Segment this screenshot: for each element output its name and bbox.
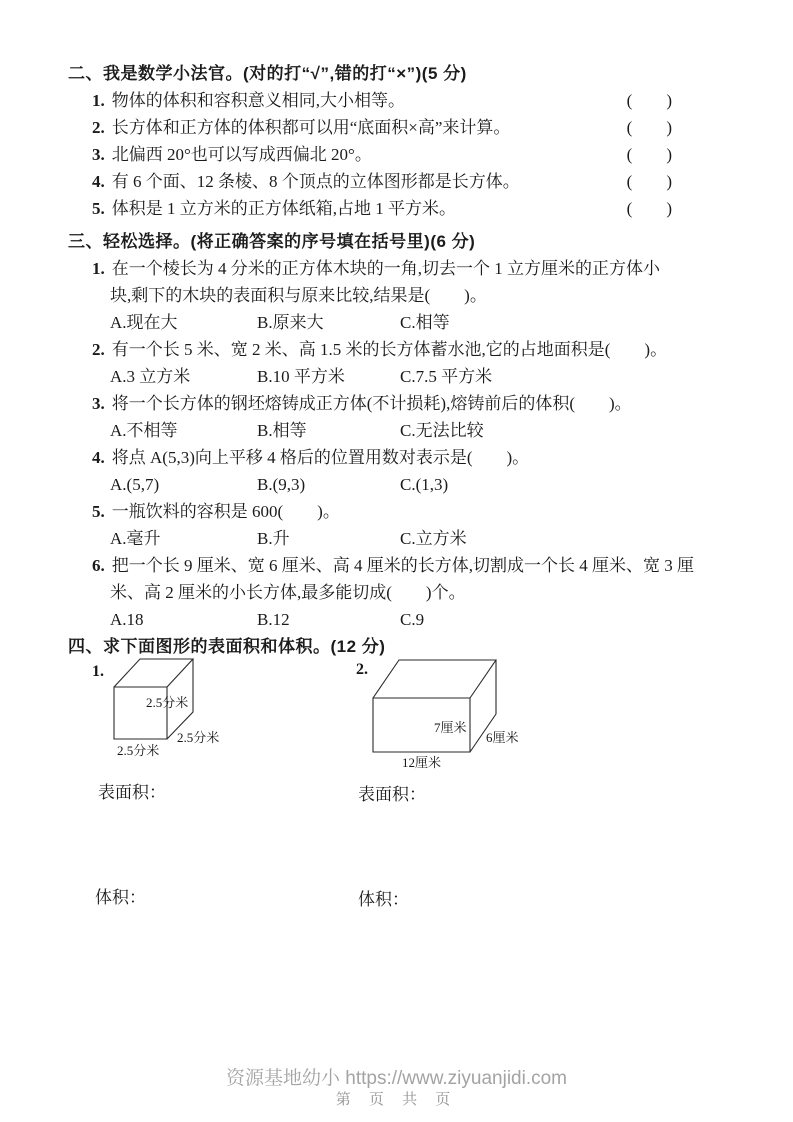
- option-b: B.升: [257, 529, 290, 548]
- tf-item-2-number: 2.: [92, 118, 105, 137]
- cuboid-height-label: 7厘米: [434, 720, 467, 735]
- option-c: C.立方米: [400, 529, 467, 548]
- mc-question-1-line1: 在一个棱长为 4 分米的正方体木块的一角,切去一个 1 立方厘米的正方体小: [111, 259, 660, 278]
- option-a: A.现在大: [110, 313, 178, 332]
- mc-question-2-options: [68, 363, 672, 390]
- mc-question-2-number: 2.: [92, 340, 105, 359]
- tf-item-1-number: 1.: [92, 91, 105, 110]
- tf-item-1-text: [92, 87, 405, 114]
- cube-edge-label: 2.5分米: [146, 695, 189, 710]
- surface-area-label-2: 表面积：: [358, 785, 426, 804]
- answer-bracket-1: ( ): [626, 91, 672, 110]
- tf-item-4: [68, 168, 672, 195]
- footer-watermark: 资源基地幼小 https://www.ziyuanjidi.com: [225, 1068, 568, 1089]
- mc-question-6-number: 6.: [92, 556, 105, 575]
- section2-heading: 二、我是数学小法官。(对的打“√”,错的打“×”)(5 分): [68, 64, 467, 83]
- option-a: A.3 立方米: [110, 367, 191, 386]
- tf-item-3-statement: 北偏西 20°也可以写成西偏北 20°。: [111, 145, 372, 164]
- tf-item-3-number: 3.: [92, 145, 105, 164]
- mc-question-6-line2: 米、高 2 厘米的小长方体,最多能切成( )个。: [110, 583, 466, 602]
- tf-item-5: [68, 195, 672, 222]
- tf-item-1: [68, 87, 672, 114]
- tf-item-2: [68, 114, 672, 141]
- footer-page-number: 第 页 共 页: [335, 1091, 458, 1108]
- option-c: C.无法比较: [400, 421, 484, 440]
- option-a: A.不相等: [110, 421, 178, 440]
- cuboid-outline: [373, 660, 496, 752]
- mc-question-1: [68, 255, 672, 282]
- option-c: C.相等: [400, 313, 450, 332]
- mc-question-2-line1: 有一个长 5 米、宽 2 米、高 1.5 米的长方体蓄水池,它的占地面积是( )。: [111, 340, 668, 359]
- tf-item-3: [68, 141, 672, 168]
- tf-item-5-text: [92, 195, 456, 222]
- mc-question-1-line2: 块,剩下的木块的表面积与原来比较,结果是( )。: [110, 286, 487, 305]
- tf-item-5-statement: 体积是 1 立方米的正方体纸箱,占地 1 平方米。: [111, 199, 456, 218]
- figure-2-number: 2.: [356, 661, 368, 678]
- mc-question-3-number: 3.: [92, 394, 105, 413]
- figures-area: [68, 660, 672, 915]
- option-b: B.10 平方米: [257, 367, 345, 386]
- option-b: B.相等: [257, 421, 307, 440]
- mc-question-5-options: [68, 525, 672, 552]
- tf-item-2-text: [92, 114, 510, 141]
- mc-question-3-options: [68, 417, 672, 444]
- answer-bracket-2: ( ): [626, 118, 672, 137]
- mc-question-1-number: 1.: [92, 259, 105, 278]
- cuboid-depth-label: 6厘米: [486, 730, 519, 745]
- answer-bracket-4: ( ): [626, 172, 672, 191]
- answer-bracket-3: ( ): [626, 145, 672, 164]
- mc-question-6: [68, 552, 694, 579]
- tf-item-2-statement: 长方体和正方体的体积都可以用“底面积×高”来计算。: [111, 118, 511, 137]
- mc-question-3-line1: 将一个长方体的钢坯熔铸成正方体(不计损耗),熔铸前后的体积( )。: [111, 394, 632, 413]
- cube-depth-label: 2.5分米: [177, 730, 220, 745]
- tf-item-3-text: [92, 141, 372, 168]
- answer-bracket-5: ( ): [626, 199, 672, 218]
- option-c: C.9: [400, 610, 425, 629]
- option-b: B.12: [257, 610, 290, 629]
- mc-question-6-options: [68, 606, 672, 633]
- mc-question-4-options: [68, 471, 672, 498]
- mc-question-5: [68, 498, 672, 525]
- tf-item-4-statement: 有 6 个面、12 条棱、8 个顶点的立体图形都是长方体。: [111, 172, 520, 191]
- section3-heading: 三、轻松选择。(将正确答案的序号填在括号里)(6 分): [68, 232, 476, 251]
- option-c: C.7.5 平方米: [400, 367, 493, 386]
- tf-item-4-number: 4.: [92, 172, 105, 191]
- mc-question-5-line1: 一瓶饮料的容积是 600( )。: [111, 502, 340, 521]
- option-a: A.18: [110, 610, 144, 629]
- section4-heading: 四、求下面图形的表面积和体积。(12 分): [68, 637, 386, 656]
- tf-item-5-number: 5.: [92, 199, 105, 218]
- option-a: A.毫升: [110, 529, 161, 548]
- option-b: B.原来大: [257, 313, 324, 332]
- mc-question-4: [68, 444, 672, 471]
- option-b: B.(9,3): [257, 475, 306, 494]
- mc-question-3: [68, 390, 672, 417]
- mc-question-5-number: 5.: [92, 502, 105, 521]
- option-a: A.(5,7): [110, 475, 160, 494]
- mc-question-4-number: 4.: [92, 448, 105, 467]
- mc-question-4-line1: 将点 A(5,3)向上平移 4 格后的位置用数对表示是( )。: [111, 448, 530, 467]
- cube-bottom-label: 2.5分米: [117, 743, 160, 758]
- tf-item-4-text: [92, 168, 520, 195]
- tf-item-1-statement: 物体的体积和容积意义相同,大小相等。: [111, 91, 405, 110]
- surface-area-label-1: 表面积：: [98, 783, 166, 802]
- mc-question-6-line1: 把一个长 9 厘米、宽 6 厘米、高 4 厘米的长方体,切割成一个长 4 厘米、宽 3 厘: [111, 556, 694, 575]
- volume-label-1: 体积：: [95, 888, 146, 907]
- cube-figure: [88, 656, 238, 764]
- option-c: C.(1,3): [400, 475, 449, 494]
- volume-label-2: 体积：: [358, 890, 409, 909]
- cuboid-figure: [352, 655, 532, 777]
- cuboid-bottom-label: 12厘米: [402, 755, 442, 770]
- mc-question-2: [68, 336, 672, 363]
- worksheet-content: [68, 60, 694, 915]
- figure-1-number: 1.: [92, 663, 104, 680]
- mc-question-1-options: [68, 309, 672, 336]
